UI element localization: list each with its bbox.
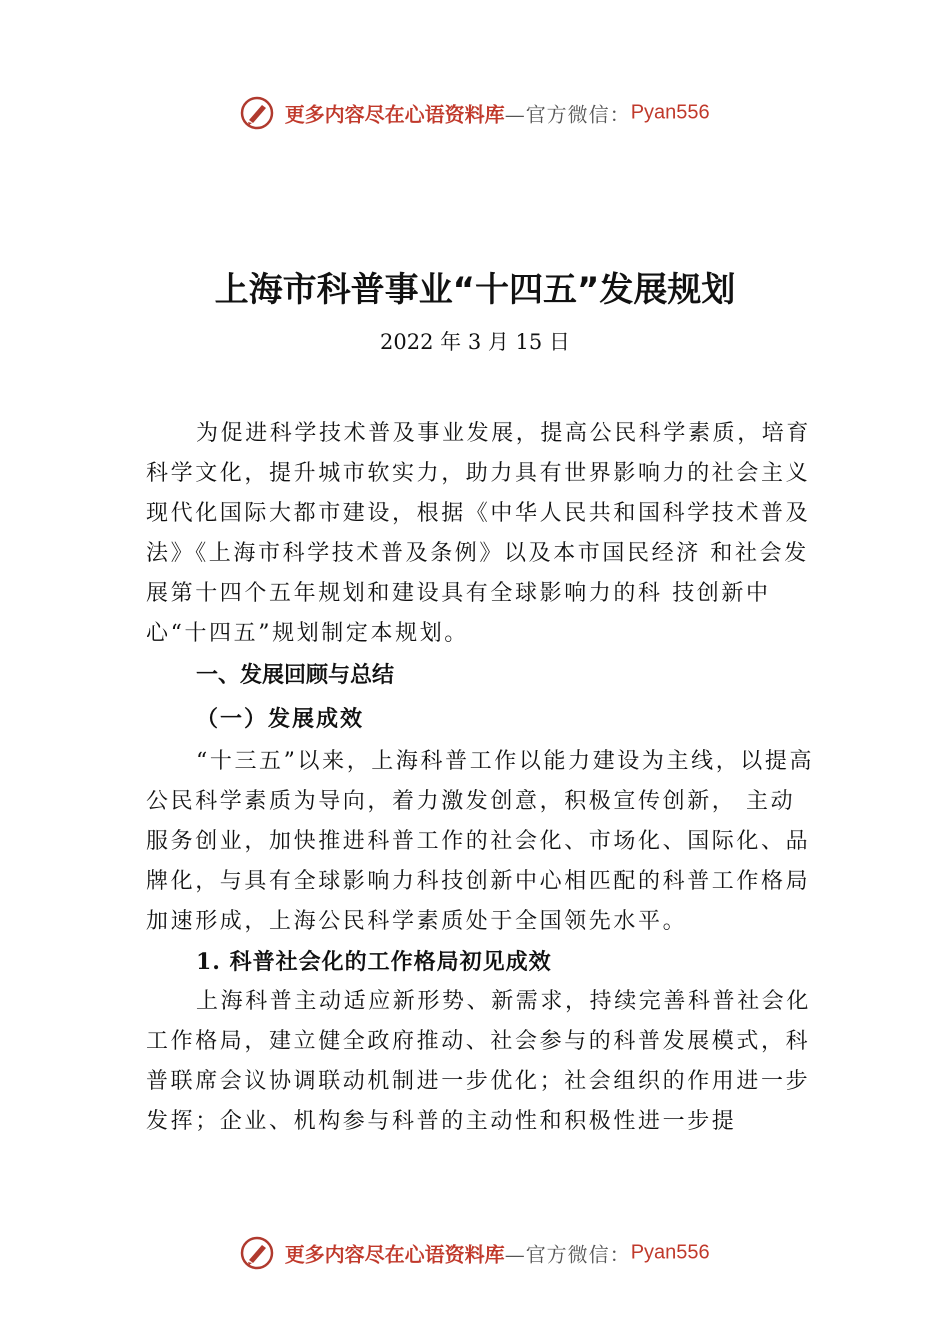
banner-main-text: 更多内容尽在心语资料库 — [284, 1242, 505, 1267]
header-watermark-banner — [0, 96, 950, 130]
banner-mid-text: —官方微信： — [504, 102, 631, 127]
banner-id-text: Pyan556 — [630, 101, 710, 124]
intro-paragraph: 为促进科学技术普及事业发展，提高公民科学素质，培育科学文化，提升城市软实力，助力具有世界影响力的社会主义现代化国际大都市建设，根据《中华人民共和国科学技术普及法》《上海市科学技术普及条例》以及本市国民经济 和社会发展第十四个五年规划和建设具有全球影响力的科 技创新中心“十四五”规划制定本规划。 — [146, 421, 812, 646]
subsection-paragraph: “十三五”以来，上海科普工作以能力建设为主线，以提高公民科学素质为导向，着力激发创意，积极宣传创新， 主动服务创业，加快推进科普工作的社会化、市场化、国际化、品牌化，与具有全球影响力科技创新中心相匹配的科普工作格局加速形成，上海公民科学素质处于全国领先水平。 — [146, 749, 815, 934]
banner-mid-text: —官方微信： — [504, 1242, 631, 1267]
document-date: 2022 年 3 月 15 日 — [380, 330, 570, 354]
brush-logo-icon — [240, 1236, 274, 1270]
brush-logo-icon — [240, 96, 274, 130]
document-title: 上海市科普事业“十四五”发展规划 — [214, 270, 736, 310]
item-paragraph: 上海科普主动适应新形势、新需求，持续完善科普社会化工作格局，建立健全政府推动、社会参与的科普发展模式，科普联席会议协调联动机制进一步优化；社会组织的作用进一步发挥；企业、机构参与科普的主动性和积极性进一步提 — [146, 989, 812, 1134]
banner-id-text: Pyan556 — [630, 1241, 710, 1264]
section-heading: 一、发展回顾与总结 — [196, 663, 395, 688]
subsection-heading: （一）发展成效 — [196, 706, 365, 732]
banner-main-text: 更多内容尽在心语资料库 — [284, 102, 505, 127]
item-heading: 1. 科普社会化的工作格局初见成效 — [196, 949, 552, 975]
footer-watermark-banner — [0, 1236, 950, 1270]
document-body — [146, 414, 818, 1142]
